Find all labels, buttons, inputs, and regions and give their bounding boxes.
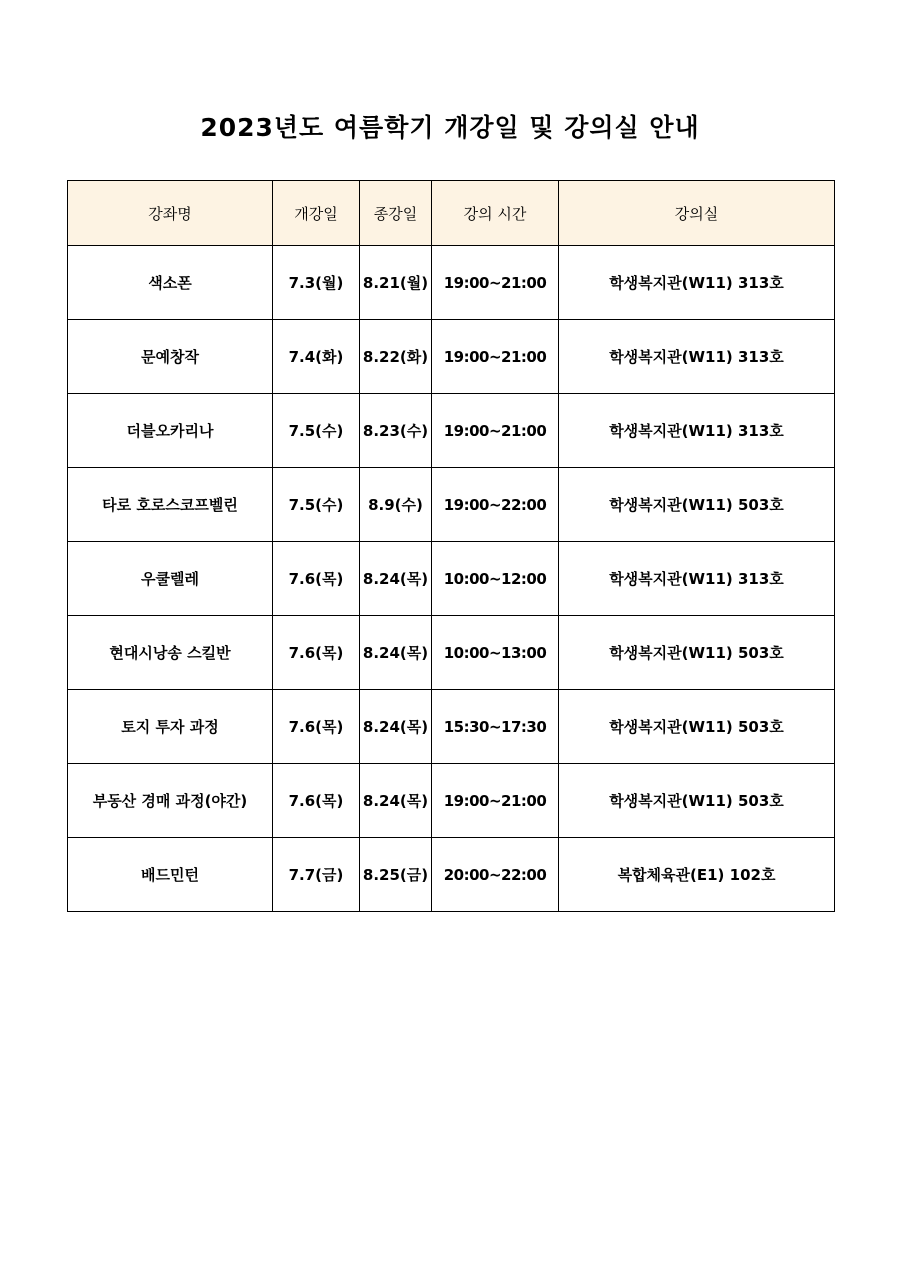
classroom: 복합체육관(E1) 102호 — [559, 838, 835, 912]
header-class-time: 강의 시간 — [432, 181, 559, 246]
classroom: 학생복지관(W11) 313호 — [559, 320, 835, 394]
course-name: 색소폰 — [68, 246, 273, 320]
class-time: 19:00~21:00 — [432, 394, 559, 468]
classroom: 학생복지관(W11) 313호 — [559, 246, 835, 320]
end-date: 8.9(수) — [360, 468, 432, 542]
table-row — [68, 246, 835, 320]
start-date: 7.5(수) — [273, 394, 360, 468]
start-date: 7.6(목) — [273, 542, 360, 616]
header-start-date: 개강일 — [273, 181, 360, 246]
schedule-table — [67, 180, 835, 912]
end-date: 8.23(수) — [360, 394, 432, 468]
course-name: 우쿨렐레 — [68, 542, 273, 616]
table-row — [68, 542, 835, 616]
header-course-name: 강좌명 — [68, 181, 273, 246]
table-row — [68, 320, 835, 394]
start-date: 7.5(수) — [273, 468, 360, 542]
classroom: 학생복지관(W11) 503호 — [559, 468, 835, 542]
start-date: 7.7(금) — [273, 838, 360, 912]
start-date: 7.3(월) — [273, 246, 360, 320]
start-date: 7.6(목) — [273, 764, 360, 838]
class-time: 10:00~12:00 — [432, 542, 559, 616]
page-title: 2023년도 여름학기 개강일 및 강의실 안내 — [200, 113, 700, 142]
table-header-row — [68, 181, 835, 246]
classroom: 학생복지관(W11) 503호 — [559, 764, 835, 838]
start-date: 7.6(목) — [273, 690, 360, 764]
table-row — [68, 468, 835, 542]
course-name: 문예창작 — [68, 320, 273, 394]
classroom: 학생복지관(W11) 313호 — [559, 542, 835, 616]
class-time: 19:00~21:00 — [432, 320, 559, 394]
end-date: 8.21(월) — [360, 246, 432, 320]
end-date: 8.22(화) — [360, 320, 432, 394]
class-time: 19:00~22:00 — [432, 468, 559, 542]
classroom: 학생복지관(W11) 313호 — [559, 394, 835, 468]
end-date: 8.25(금) — [360, 838, 432, 912]
course-name: 배드민턴 — [68, 838, 273, 912]
class-time: 19:00~21:00 — [432, 246, 559, 320]
course-name: 현대시낭송 스킬반 — [68, 616, 273, 690]
table-row — [68, 764, 835, 838]
header-end-date: 종강일 — [360, 181, 432, 246]
course-name: 타로 호로스코프벨린 — [68, 468, 273, 542]
end-date: 8.24(목) — [360, 764, 432, 838]
course-name: 토지 투자 과정 — [68, 690, 273, 764]
classroom: 학생복지관(W11) 503호 — [559, 616, 835, 690]
class-time: 19:00~21:00 — [432, 764, 559, 838]
table-row — [68, 838, 835, 912]
course-name: 부동산 경매 과정(야간) — [68, 764, 273, 838]
end-date: 8.24(목) — [360, 616, 432, 690]
classroom: 학생복지관(W11) 503호 — [559, 690, 835, 764]
table-row — [68, 690, 835, 764]
start-date: 7.6(목) — [273, 616, 360, 690]
end-date: 8.24(목) — [360, 542, 432, 616]
end-date: 8.24(목) — [360, 690, 432, 764]
header-classroom: 강의실 — [559, 181, 835, 246]
course-name: 더블오카리나 — [68, 394, 273, 468]
class-time: 10:00~13:00 — [432, 616, 559, 690]
class-time: 20:00~22:00 — [432, 838, 559, 912]
table-row — [68, 394, 835, 468]
class-time: 15:30~17:30 — [432, 690, 559, 764]
table-row — [68, 616, 835, 690]
start-date: 7.4(화) — [273, 320, 360, 394]
